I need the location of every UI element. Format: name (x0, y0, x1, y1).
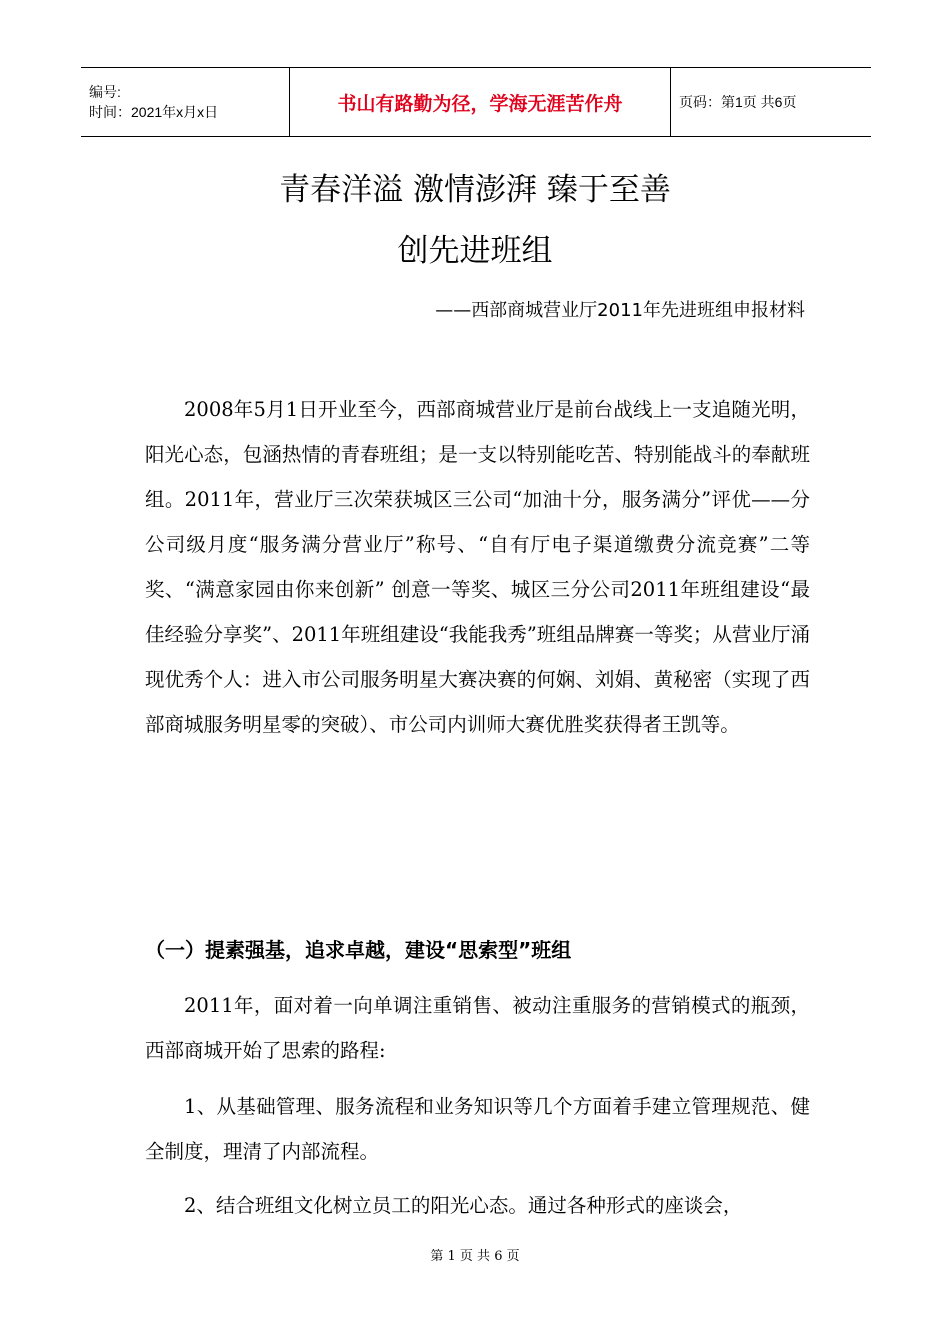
document-subtitle: ——西部商城营业厅2011年先进班组申报材料 (435, 300, 805, 321)
intro-paragraph: 2008年5月1日开业至今，西部商城营业厅是前台战线上一支追随光明，阳光心态，包涵热情的青春班组；是一支以特别能吃苦、特别能战斗的奉献班组。2011年，营业厅三次荣获城区三公司“加油十分，服务满分”评优——分公司级月度“服务满分营业厅”称号、“自有厅电子渠道缴费分流竞赛”二等奖、“满意家园由你来创新” 创意一等奖、城区三分公司2011年班组建设“最佳经验分享奖”、2011年班组建设“我能我秀”班组品牌赛一等奖；从营业厅涌现优秀个人：进入市公司服务明星大赛决赛的何娴、刘娟、黄秘密（实现了西部商城服务明星零的突破）、市公司内训师大赛优胜奖获得者王凯等。 (145, 398, 810, 736)
time-label: 时间：2021年x月x日 (89, 104, 219, 120)
section1-paragraph: 2011年，面对着一向单调注重销售、被动注重服务的营销模式的瓶颈，西部商城开始了思索的路程: (145, 994, 810, 1062)
header-motto: 书山有路勤为径，学海无涯苦作舟 (290, 68, 671, 137)
header-table (81, 67, 871, 137)
header-page-info: 页码：第1页 共6页 (671, 68, 872, 137)
header-meta (81, 68, 290, 137)
serial-label: 编号: (89, 84, 121, 100)
section1-item-1: 1、从基础管理、服务流程和业务知识等几个方面着手建立管理规范、健全制度，理清了内部流程。 (145, 1095, 810, 1163)
section1-item-2: 2、结合班组文化树立员工的阳光心态。通过各种形式的座谈会， (184, 1194, 743, 1217)
page-footer: 第 1 页 共 6 页 (430, 1249, 520, 1264)
document-title-line1: 青春洋溢 激情澎湃 臻于至善 (279, 172, 671, 208)
document-title-line2: 创先进班组 (397, 233, 553, 269)
section1-heading: （一）提素强基，追求卓越，建设“思索型”班组 (145, 938, 572, 962)
